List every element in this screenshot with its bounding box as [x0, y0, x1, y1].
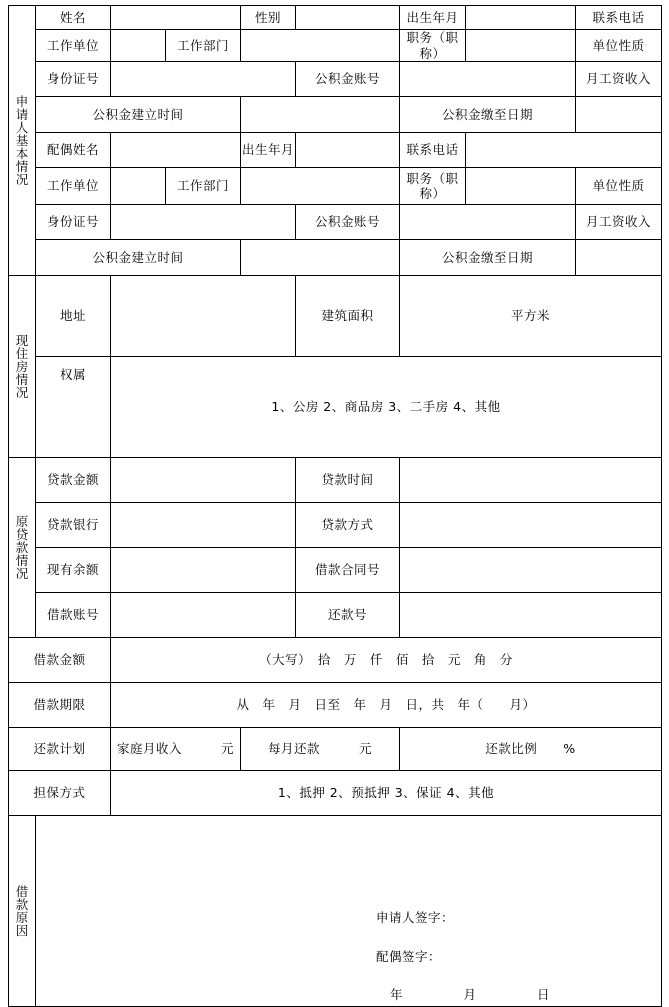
field-label-current-balance: 现有余额 [36, 548, 111, 593]
field-value-current-balance[interactable] [111, 548, 296, 593]
field-label-loan-account-number: 借款账号 [36, 593, 111, 638]
field-label-loan-amount: 贷款金额 [36, 458, 111, 503]
table-row [9, 97, 662, 133]
field-label-loan-method: 贷款方式 [296, 503, 400, 548]
vlabel-char: 现 [15, 332, 29, 348]
table-row [9, 816, 662, 1007]
field-label-name: 姓名 [36, 6, 111, 30]
field-label-fund-paid-until: 公积金缴至日期 [400, 97, 576, 133]
field-label-monthly-salary: 月工资收入 [576, 62, 662, 97]
table-row [9, 205, 662, 240]
field-value-loan-account-number[interactable] [111, 593, 296, 638]
table-row [9, 638, 662, 683]
field-value-borrow-amount[interactable]: （大写） 拾 万 仟 佰 拾 元 角 分 [111, 638, 662, 683]
field-label-employer-type: 单位性质 [576, 30, 662, 62]
field-label-fund-start-date: 公积金建立时间 [36, 97, 241, 133]
field-label-spouse-fund-paid-until: 公积金缴至日期 [400, 240, 576, 276]
field-value-spouse-employer[interactable] [111, 168, 166, 205]
section-label-loan-reason [9, 816, 36, 1007]
table-row [9, 548, 662, 593]
vlabel-char: 款 [15, 897, 29, 913]
table-row [9, 503, 662, 548]
table-row [9, 458, 662, 503]
field-label-spouse-department: 工作部门 [166, 168, 241, 205]
field-value-spouse-position[interactable] [466, 168, 576, 205]
field-value-monthly-repayment[interactable]: 每月还款 元 [241, 728, 400, 771]
field-label-gender: 性别 [241, 6, 296, 30]
field-label-floor-area: 建筑面积 [296, 276, 400, 357]
field-value-fund-start-date[interactable] [241, 97, 400, 133]
field-value-loan-date[interactable] [400, 458, 662, 503]
field-label-employer: 工作单位 [36, 30, 111, 62]
vlabel-char: 况 [15, 385, 29, 401]
field-value-spouse-birthdate[interactable] [296, 133, 400, 168]
vlabel-char: 原 [15, 910, 29, 926]
field-label-spouse-birthdate: 出生年月 [241, 133, 296, 168]
vlabel-char: 申 [15, 93, 29, 109]
field-value-spouse-phone[interactable] [466, 133, 662, 168]
field-value-loan-bank[interactable] [111, 503, 296, 548]
vlabel-char: 况 [15, 172, 29, 188]
field-label-repayment-number: 还款号 [296, 593, 400, 638]
field-unit-floor-area: 平方米 [400, 276, 662, 357]
field-value-fund-account[interactable] [400, 62, 576, 97]
vlabel-char: 本 [15, 146, 29, 162]
field-label-borrow-amount: 借款金额 [9, 638, 111, 683]
table-row [9, 276, 662, 357]
applicant-signature-line[interactable]: 申请人签字： [376, 910, 455, 926]
field-value-loan-amount[interactable] [111, 458, 296, 503]
vlabel-char: 原 [15, 513, 29, 529]
field-options-guarantee-method[interactable]: 1、抵押 2、预抵押 3、保证 4、其他 [111, 771, 662, 816]
field-label-fund-account: 公积金账号 [296, 62, 400, 97]
field-label-birthdate: 出生年月 [400, 6, 466, 30]
field-label-loan-contract-number: 借款合同号 [296, 548, 400, 593]
field-value-spouse-fund-paid-until[interactable] [576, 240, 662, 276]
vlabel-char: 因 [15, 923, 29, 939]
vlabel-char: 人 [15, 119, 29, 135]
field-label-spouse-id-number: 身份证号 [36, 205, 111, 240]
field-label-borrow-period: 借款期限 [9, 683, 111, 728]
vlabel-char: 请 [15, 106, 29, 122]
field-label-spouse-position: 职务（职称） [400, 168, 466, 205]
table-row [9, 133, 662, 168]
field-value-loan-contract-number[interactable] [400, 548, 662, 593]
field-label-ownership: 权属 [36, 357, 111, 458]
table-row [9, 6, 662, 30]
field-label-spouse-employer: 工作单位 [36, 168, 111, 205]
table-row [9, 62, 662, 97]
signature-date-line[interactable]: 年 月 日 [390, 987, 562, 1003]
field-value-department[interactable] [241, 30, 400, 62]
field-label-spouse-fund-account: 公积金账号 [296, 205, 400, 240]
field-value-spouse-id-number[interactable] [111, 205, 296, 240]
field-label-spouse-employer-type: 单位性质 [576, 168, 662, 205]
section-label-applicant-text [9, 95, 35, 187]
field-options-ownership[interactable]: 1、公房 2、商品房 3、二手房 4、其他 [111, 357, 662, 458]
field-value-spouse-fund-account[interactable] [400, 205, 576, 240]
field-value-repayment-ratio[interactable]: 还款比例 % [400, 728, 662, 771]
field-label-loan-bank: 贷款银行 [36, 503, 111, 548]
field-value-gender[interactable] [296, 6, 400, 30]
field-value-fund-paid-until[interactable] [576, 97, 662, 133]
loan-application-form [8, 5, 661, 1007]
field-label-address: 地址 [36, 276, 111, 357]
vlabel-char: 贷 [15, 527, 29, 543]
field-label-department: 工作部门 [166, 30, 241, 62]
table-row [9, 357, 662, 458]
field-value-household-monthly-income[interactable]: 家庭月收入 元 [111, 728, 241, 771]
section-label-loan-reason-text [9, 885, 35, 938]
vlabel-char: 情 [15, 159, 29, 175]
field-label-guarantee-method: 担保方式 [9, 771, 111, 816]
field-value-spouse-department[interactable] [241, 168, 400, 205]
reason-writing-space[interactable] [376, 816, 661, 912]
field-value-position[interactable] [466, 30, 576, 62]
vlabel-char: 住 [15, 346, 29, 362]
field-label-loan-date: 贷款时间 [296, 458, 400, 503]
vlabel-char: 房 [15, 359, 29, 375]
field-value-birthdate[interactable] [466, 6, 576, 30]
field-label-phone: 联系电话 [576, 6, 662, 30]
table-row [9, 168, 662, 205]
loan-reason-content[interactable] [36, 816, 662, 1007]
vlabel-char: 情 [15, 372, 29, 388]
field-value-employer[interactable] [111, 30, 166, 62]
section-label-current-housing-text [9, 334, 35, 400]
table-row [9, 30, 662, 62]
field-label-spouse-name: 配偶姓名 [36, 133, 111, 168]
field-label-position: 职务（职称） [400, 30, 466, 62]
section-label-current-housing [9, 276, 36, 458]
field-value-spouse-name[interactable] [111, 133, 241, 168]
field-label-repayment-plan: 还款计划 [9, 728, 111, 771]
vlabel-char: 借 [15, 884, 29, 899]
vlabel-char: 情 [15, 553, 29, 569]
section-label-original-loan-text [9, 515, 35, 581]
vlabel-char: 况 [15, 566, 29, 582]
table-row [9, 593, 662, 638]
field-label-spouse-fund-start-date: 公积金建立时间 [36, 240, 241, 276]
signature-block [36, 816, 661, 1002]
table-row [9, 683, 662, 728]
field-value-spouse-fund-start-date[interactable] [241, 240, 400, 276]
spouse-signature-line[interactable]: 配偶签字： [376, 948, 442, 964]
field-label-id-number: 身份证号 [36, 62, 111, 97]
table-row [9, 728, 662, 771]
field-value-id-number[interactable] [111, 62, 296, 97]
field-value-repayment-number[interactable] [400, 593, 662, 638]
section-label-applicant [9, 6, 36, 276]
field-value-name[interactable] [111, 6, 241, 30]
field-value-borrow-period[interactable]: 从 年 月 日至 年 月 日，共 年（ 月） [111, 683, 662, 728]
table-row [9, 771, 662, 816]
section-label-original-loan [9, 458, 36, 638]
field-label-spouse-monthly-salary: 月工资收入 [576, 205, 662, 240]
vlabel-char: 款 [15, 540, 29, 556]
field-label-spouse-phone: 联系电话 [400, 133, 466, 168]
field-value-address[interactable] [111, 276, 296, 357]
form-table [8, 5, 662, 1007]
field-value-loan-method[interactable] [400, 503, 662, 548]
table-row [9, 240, 662, 276]
vlabel-char: 基 [15, 133, 29, 149]
